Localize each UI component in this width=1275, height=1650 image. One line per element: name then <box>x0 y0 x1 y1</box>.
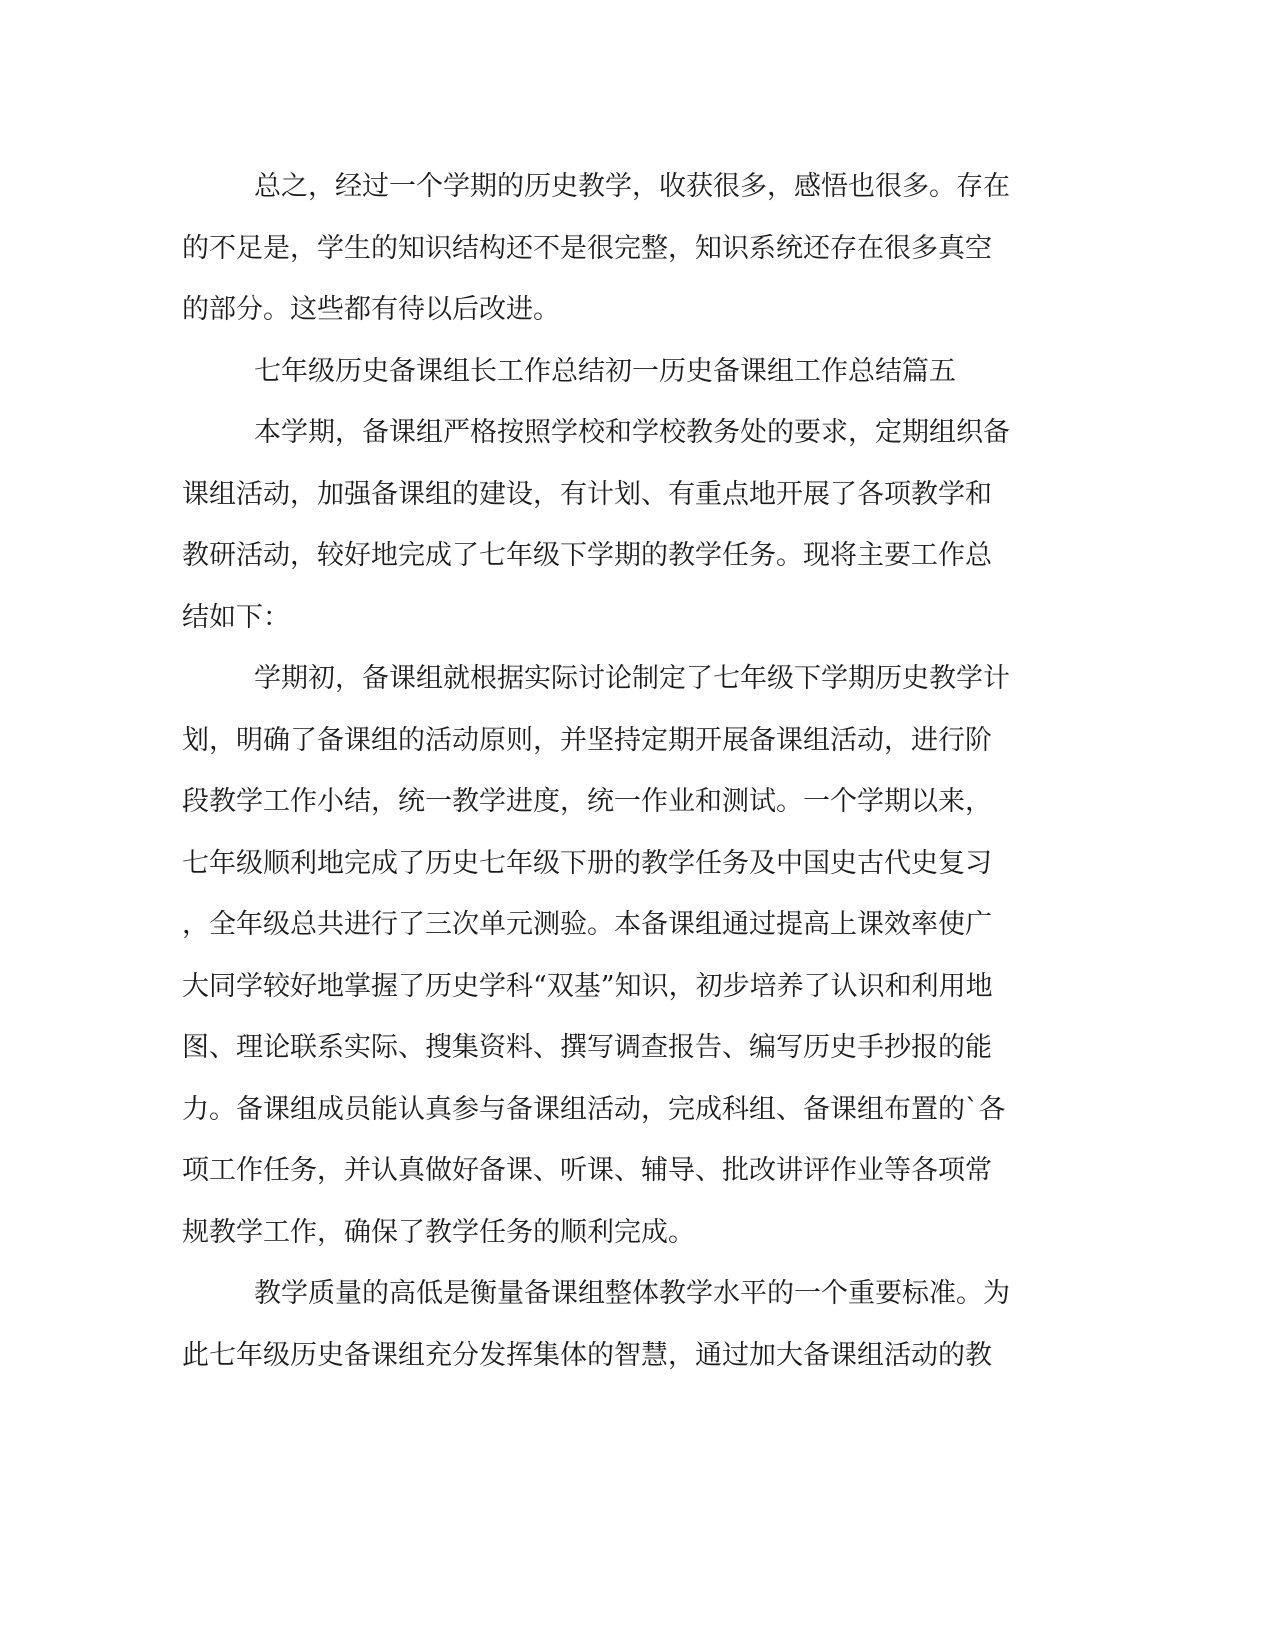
paragraph-3-line-10: 规教学工作，确保了教学任务的顺利完成。 <box>182 1216 695 1248</box>
paragraph-3-line-3: 段教学工作小结，统一教学进度，统一作业和测试。一个学期以来， <box>182 786 992 817</box>
paragraph-1-line-3: 的部分。这些都有待以后改进。 <box>182 294 560 325</box>
paragraph-3-line-8: 力。备课组成员能认真参与备课组活动，完成科组、备课组布置的`各 <box>182 1093 1006 1125</box>
paragraph-3-line-7: 图、理论联系实际、搜集资料、撰写调查报告、编写历史手抄报的能 <box>182 1032 992 1063</box>
paragraph-3-line-6: 大同学较好地掌握了历史学科“双基”知识，初步培养了认识和利用地 <box>182 970 993 1002</box>
paragraph-3-line-4: 七年级顺利地完成了历史七年级下册的教学任务及中国史古代史复习 <box>182 847 992 879</box>
paragraph-3-line-2: 划，明确了备课组的活动原则，并坚持定期开展备课组活动，进行阶 <box>182 724 992 756</box>
paragraph-4-line-2: 此七年级历史备课组充分发挥集体的智慧，通过加大备课组活动的教 <box>182 1339 992 1371</box>
paragraph-2-line-2: 课组活动，加强备课组的建设，有计划、有重点地开展了各项教学和 <box>182 478 992 510</box>
paragraph-1-line-2: 的不足是，学生的知识结构还不是很完整，知识系统还存在很多真空 <box>182 232 992 264</box>
paragraph-2-line-1: 本学期，备课组严格按照学校和学校教务处的要求，定期组织备 <box>254 417 1010 448</box>
paragraph-4-line-1: 教学质量的高低是衡量备课组整体教学水平的一个重要标准。为 <box>254 1278 1010 1309</box>
paragraph-2-line-3: 教研活动，较好地完成了七年级下学期的教学任务。现将主要工作总 <box>182 540 992 571</box>
paragraph-3-line-9: 项工作任务，并认真做好备课、听课、辅导、批改讲评作业等各项常 <box>182 1155 992 1186</box>
section-heading: 七年级历史备课组长工作总结初一历史备课组工作总结篇五 <box>254 355 956 387</box>
paragraph-3-line-5: ，全年级总共进行了三次单元测验。本备课组通过提高上课效率使广 <box>182 909 992 940</box>
paragraph-2-line-4: 结如下： <box>182 601 290 633</box>
document-body <box>182 156 1032 1386</box>
paragraph-1-line-1: 总之，经过一个学期的历史教学，收获很多，感悟也很多。存在 <box>254 171 1010 202</box>
paragraph-3-line-1: 学期初，备课组就根据实际讨论制定了七年级下学期历史教学计 <box>254 663 1010 694</box>
